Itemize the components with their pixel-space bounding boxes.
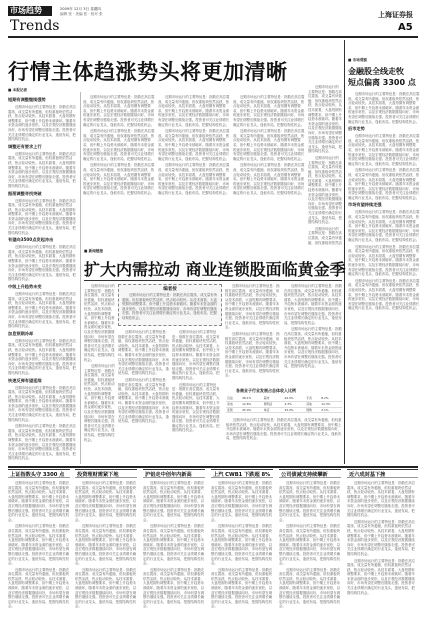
paragraph: 近期市场运行的主要特征是：指数在高位震荡，成交量有所萎缩，但权重板块依然活跃，热点轮动较快。从技术面看，大盘短期有调整要求，但中期上升趋势未被破坏。随着年末资金面的逐步宽松，以及宏观经济数据继续向好，市场有望在调整后继续走强。投资者可关注业绩增长确定的行业龙头，逢低布局，把握结构性机会。 [308, 85, 342, 154]
table-cell: 其他 [305, 401, 320, 407]
table-cell: 专卖 [305, 396, 320, 401]
main-headline: 行情主体趋涨势头将更加清晰 [8, 60, 288, 84]
column-divider [80, 92, 81, 464]
paragraph: 近期市场运行的主要特征是：指数在高位震荡，成交量有所萎缩，但权重板块依然活跃，热点轮动较快。从技术面看，大盘短期有调整要求，但中期上升趋势未被破坏。随着年末资金面的逐步宽松，以及宏观经济数据继续向好，市场有望在调整后继续走强。投资者可关注业绩增长确定的行业龙头，逢低布局，把握结构性机会。 [347, 481, 416, 518]
paper-name: 上海证券报 [378, 11, 413, 19]
table-cell: 12.6% [241, 401, 263, 407]
paragraph: 近期市场运行的主要特征是：指数在高位震荡，成交量有所萎缩，但权重板块依然活跃，热点轮动较快。从技术面看，大盘短期有调整要求，但中期上升趋势未被破坏。随着年末资金面的逐步宽松，以及宏观经济数据继续向好，市场有望在调整后继续走强。投资者可关注业绩增长确定的行业龙头，逢低布局，把握结构性机会。 [118, 330, 170, 376]
editor-line: 编辑 张 · 美编 张 · 校对 张 [60, 12, 103, 16]
paragraph: 近期市场运行的主要特征是：指数在高位震荡，成交量有所萎缩，但权重板块依然活跃，热点轮动较快。从技术面看，大盘短期有调整要求，但中期上升趋势未被破坏。随着年末资金面的逐步宽松，以及宏观经济数据继续向好，市场有望在调整后继续走强。投资者可关注业绩增长确定的行业龙头，逢低布局，把握结构性机会。 [83, 95, 155, 127]
bottom-column-4 [211, 481, 273, 615]
paragraph: 近期市场运行的主要特征是：指数在高位震荡，成交量有所萎缩，但权重板块依然活跃，热点轮动较快。从技术面看，大盘短期有调整要求，但中期上升趋势未被破坏。随着年末资金面的逐步宽松，以及宏观经济数据继续向好，市场有望在调整后继续走强。投资者可关注业绩增长确定的行业龙头，逢低布局，把握结构性机会。 [122, 293, 218, 320]
feature-rule [84, 280, 342, 281]
table-row [226, 407, 342, 413]
paragraph: 近期市场运行的主要特征是：指数在高位震荡，成交量有所萎缩，但权重板块依然活跃，热点轮动较快。从技术面看，大盘短期有调整要求，但中期上升趋势未被破坏。随着年末资金面的逐步宽松，以及宏观经济数据继续向好，市场有望在调整后继续走强。投资者可关注业绩增长确定的行业龙头，逢低布局，把握结构性机会。 [225, 284, 280, 330]
paragraph: 近期市场运行的主要特征是：指数在高位震荡，成交量有所萎缩，但权重板块依然活跃，热点轮动较快。从技术面看，大盘短期有调整要求，但中期上升趋势未被破坏。随着年末资金面的逐步宽松，以及宏观经济数据继续向好，市场有望在调整后继续走强。投资者可关注业绩增长确定的行业龙头，逢低布局，把握结构性机会。 [211, 524, 273, 566]
paragraph: 近期市场运行的主要特征是：指数在高位震荡，成交量有所萎缩，但权重板块依然活跃，热点轮动较快。从技术面看，大盘短期有调整要求，但中期上升趋势未被破坏。随着年末资金面的逐步宽松，以及宏观经济数据继续向好，市场有望在调整后继续走强。投资者可关注业绩增长确定的行业龙头，逢低布局，把握结构性机会。 [158, 95, 230, 127]
table-cell: 家电 [226, 401, 241, 407]
table-note [226, 418, 342, 464]
paragraph: 近期市场运行的主要特征是：指数在高位震荡，成交量有所萎缩，但权重板块依然活跃，热点轮动较快。从技术面看，大盘短期有调整要求，但中期上升趋势未被破坏。随着年末资金面的逐步宽松，以及宏观经济数据继续向好，市场有望在调整后继续走强。投资者可关注业绩增长确定的行业龙头，逢低布局，把握结构性机会。 [348, 210, 420, 243]
table-cell: 38.1% [241, 396, 263, 401]
table-cell: 33.0% [283, 407, 305, 413]
feature-column-3 [172, 330, 222, 464]
paragraph: 近期市场运行的主要特征是：指数在高位震荡，成交量有所萎缩，但权重板块依然活跃，热点轮动较快。从技术面看，大盘短期有调整要求，但中期上升趋势未被破坏。随着年末资金面的逐步宽松，以及宏观经济数据继续向好，市场有望在调整后继续走强。投资者可关注业绩增长确定的行业龙头，逢低布局，把握结构性机会。 [84, 364, 115, 442]
paragraph: 近期市场运行的主要特征是：指数在高位震荡，成交量有所萎缩，但权重板块依然活跃，热点轮动较快。从技术面看，大盘短期有调整要求，但中期上升趋势未被破坏。随着年末资金面的逐步宽松，以及宏观经济数据继续向好，市场有望在调整后继续走强。投资者可关注业绩增长确定的行业龙头，逢低布局，把握结构性机会。 [348, 278, 420, 311]
table-cell: 网购 [305, 407, 320, 413]
sub-title: 调整还有要求上行 [8, 143, 42, 149]
bottom-column-2 [75, 481, 137, 615]
paragraph: 近期市场运行的主要特征是：指数在高位震荡，成交量有所萎缩，但权重板块依然活跃，热点轮动较快。从技术面看，大盘短期有调整要求，但中期上升趋势未被破坏。随着年末资金面的逐步宽松，以及宏观经济数据继续向好，市场有望在调整后继续走强。投资者可关注业绩增长确定的行业龙头，逢低布局，把握结构性机会。 [211, 481, 273, 522]
column-divider [344, 40, 345, 464]
paragraph: 近期市场运行的主要特征是：指数在高位震荡，成交量有所萎缩，但权重板块依然活跃，热点轮动较快。从技术面看，大盘短期有调整要求，但中期上升趋势未被破坏。随着年末资金面的逐步宽松，以及宏观经济数据继续向好，市场有望在调整后继续走强。投资者可关注业绩增长确定的行业龙头，逢低布局，把握结构性机会。 [279, 524, 341, 566]
date-line: 2009年 12月 3日 星期四 [60, 7, 101, 11]
paragraph: 近期市场运行的主要特征是：指数在高位震荡，成交量有所萎缩，但权重板块依然活跃，热点轮动较快。从技术面看，大盘短期有调整要求，但中期上升趋势未被破坏。随着年末资金面的逐步宽松，以及宏观经济数据继续向好，市场有望在调整后继续走强。投资者可关注业绩增长确定的行业龙头，逢低布局，把握结构性机会。 [84, 284, 115, 362]
section-name-en: Trends [10, 18, 60, 34]
editor-note-box [118, 284, 222, 326]
paragraph: 近期市场运行的主要特征是：指数在高位震荡，成交量有所萎缩，但权重板块依然活跃，热点轮动较快。从技术面看，大盘短期有调整要求，但中期上升趋势未被破坏。随着年末资金面的逐步宽松，以及宏观经济数据继续向好，市场有望在调整后继续走强。投资者可关注业绩增长确定的行业龙头，逢低布局，把握结构性机会。 [75, 567, 137, 609]
feature-column-4 [225, 284, 281, 384]
paragraph: 近期市场运行的主要特征是：指数在高位震荡，成交量有所萎缩，但权重板块依然活跃，热点轮动较快。从技术面看，大盘短期有调整要求，但中期上升趋势未被破坏。随着年末资金面的逐步宽松，以及宏观经济数据继续向好，市场有望在调整后继续走强。投资者可关注业绩增长确定的行业龙头，逢低布局，把握结构性机会。 [348, 92, 420, 124]
paragraph: 近期市场运行的主要特征是：指数在高位震荡，成交量有所萎缩，但权重板块依然活跃，热点轮动较快。从技术面看，大盘短期有调整要求，但中期上升趋势未被破坏。随着年末资金面的逐步宽松，以及宏观经济数据继续向好，市场有望在调整后继续走强。投资者可关注业绩增长确定的行业龙头，逢低布局，把握结构性机会。 [83, 163, 155, 195]
table-cell: 单店 [263, 407, 284, 413]
bottom-title-4: 上汽 CWB1 下跌超 8% [213, 472, 271, 478]
paragraph: 近期市场运行的主要特征是：指数在高位震荡，成交量有所萎缩，但权重板块依然活跃，热点轮动较快。从技术面看，大盘短期有调整要求，但中期上升趋势未被破坏。随着年末资金面的逐步宽松，以及宏观经济数据继续向好，市场有望在调整后继续走强。投资者可关注业绩增长确定的行业龙头，逢低布局，把握结构性机会。 [143, 524, 205, 566]
bottom-title-2: 投资理财需紧下地 [77, 472, 119, 478]
main-column-3 [158, 95, 230, 245]
sub-title: 加息预期冷却 [8, 330, 34, 336]
table-cell: 45.0% [241, 407, 263, 413]
bottom-title-6: 近六成封基下挫 [349, 472, 386, 478]
bottom-title-3: 沪铝走中创年内新高 [145, 472, 192, 478]
feature-column-5 [284, 284, 342, 384]
table-cell: 百货 [226, 396, 241, 401]
paragraph: 近期市场运行的主要特征是：指数在高位震荡，成交量有所萎缩，但权重板块依然活跃，热点轮动较快。从技术面看，大盘短期有调整要求，但中期上升趋势未被破坏。随着年末资金面的逐步宽松，以及宏观经济数据继续向好，市场有望在调整后继续走强。投资者可关注业绩增长确定的行业龙头，逢低布局，把握结构性机会。 [211, 567, 273, 609]
feature-column-1 [84, 284, 116, 464]
bottom-title-5: 公司债减支持续攀新 [281, 472, 328, 478]
table-title: 各商业子行业发展占总体收入比例 [236, 388, 296, 393]
sub-title: 快速反弹有望延续 [8, 377, 42, 383]
paragraph: 近期市场运行的主要特征是：指数在高位震荡，成交量有所萎缩，但权重板块依然活跃，热点轮动较快。从技术面看，大盘短期有调整要求，但中期上升趋势未被破坏。随着年末资金面的逐步宽松，以及宏观经济数据继续向好，市场有望在调整后继续走强。投资者可关注业绩增长确定的行业龙头，逢低布局，把握结构性机会。 [308, 155, 342, 225]
table-cell: 2.1% [320, 407, 342, 413]
paragraph: 近期市场运行的主要特征是：指数在高位震荡，成交量有所萎缩，但权重板块依然活跃，热点轮动较快。从技术面看，大盘短期有调整要求，但中期上升趋势未被破坏。随着年末资金面的逐步宽松，以及宏观经济数据继续向好，市场有望在调整后继续走强。投资者可关注业绩增长确定的行业龙头，逢低布局，把握结构性机会。 [118, 377, 170, 424]
feature-column-2 [118, 330, 170, 464]
paragraph: 近期市场运行的主要特征是：指数在高位震荡，成交量有所萎缩，但权重板块依然活跃，热点轮动较快。从技术面看，大盘短期有调整要求，但中期上升趋势未被破坏。随着年末资金面的逐步宽松，以及宏观经济数据继续向好，市场有望在调整后继续走强。投资者可关注业绩增长确定的行业龙头，逢低布局，把握结构性机会。 [8, 292, 77, 329]
table-cell: 便利店 [263, 401, 284, 407]
paragraph: 近期市场运行的主要特征是：指数在高位震荡，成交量有所萎缩，但权重板块依然活跃，热点轮动较快。从技术面看，大盘短期有调整要求，但中期上升趋势未被破坏。随着年末资金面的逐步宽松，以及宏观经济数据继续向好，市场有望在调整后继续走强。投资者可关注业绩增长确定的行业龙头，逢低布局，把握结构性机会。 [233, 95, 305, 127]
paragraph: 近期市场运行的主要特征是：指数在高位震荡，成交量有所萎缩，但权重板块依然活跃，热点轮动较快。从技术面看，大盘短期有调整要求，但中期上升趋势未被破坏。随着年末资金面的逐步宽松，以及宏观经济数据继续向好，市场有望在调整后继续走强。投资者可关注业绩增长确定的行业龙头，逢低布局，把握结构性机会。 [284, 327, 342, 369]
paragraph: 近期市场运行的主要特征是：指数在高位震荡，成交量有所萎缩，但权重板块依然活跃，热点轮动较快。从技术面看，大盘短期有调整要求，但中期上升趋势未被破坏。随着年末资金面的逐步宽松，以及宏观经济数据继续向好，市场有望在调整后继续走强。投资者可关注业绩增长确定的行业龙头，逢低布局，把握结构性机会。 [347, 558, 416, 595]
paragraph: 近期市场运行的主要特征是：指数在高位震荡，成交量有所萎缩，但权重板块依然活跃，热点轮动较快。从技术面看，大盘短期有调整要求，但中期上升趋势未被破坏。随着年末资金面的逐步宽松，以及宏观经济数据继续向好，市场有望在调整后继续走强。投资者可关注业绩增长确定的行业龙头，逢低布局，把握结构性机会。 [233, 129, 305, 161]
paragraph: 近期市场运行的主要特征是：指数在高位震荡，成交量有所萎缩，但权重板块依然活跃，热点轮动较快。从技术面看，大盘短期有调整要求，但中期上升趋势未被破坏。随着年末资金面的逐步宽松，以及宏观经济数据继续向好，市场有望在调整后继续走强。投资者可关注业绩增长确定的行业龙头，逢低布局，把握结构性机会。 [225, 331, 280, 378]
main-column-2 [83, 95, 155, 245]
section-name-cn: 市场趋势 [10, 6, 42, 15]
sub-title: 有望向3500点发起冲击 [8, 237, 54, 243]
paragraph: 近期市场运行的主要特征是：指数在高位震荡，成交量有所萎缩，但权重板块依然活跃，热点轮动较快。从技术面看，大盘短期有调整要求，但中期上升趋势未被破坏。随着年末资金面的逐步宽松，以及宏观经济数据继续向好，市场有望在调整后继续走强。投资者可关注业绩增长确定的行业龙头，逢低布局，把握结构性机会。 [279, 567, 341, 609]
paragraph: 近期市场运行的主要特征是：指数在高位震荡，成交量有所萎缩，但权重板块依然活跃，热点轮动较快。从技术面看，大盘短期有调整要求，但中期上升趋势未被破坏。随着年末资金面的逐步宽松，以及宏观经济数据继续向好，市场有望在调整后继续走强。投资者可关注业绩增长确定的行业龙头，逢低布局，把握结构性机会。 [8, 524, 70, 566]
paragraph: 近期市场运行的主要特征是：指数在高位震荡，成交量有所萎缩，但权重板块依然活跃，热点轮动较快。从技术面看，大盘短期有调整要求，但中期上升趋势未被破坏。随着年末资金面的逐步宽松，以及宏观经济数据继续向好，市场有望在调整后继续走强。投资者可关注业绩增长确定的行业龙头，逢低布局，把握结构性机会。 [8, 151, 77, 188]
sub-title: 后市走势 [348, 126, 365, 132]
paragraph: 近期市场运行的主要特征是：指数在高位震荡，成交量有所萎缩，但权重板块依然活跃，热点轮动较快。从技术面看，大盘短期有调整要求，但中期上升趋势未被破坏。随着年末资金面的逐步宽松，以及宏观经济数据继续向好，市场有望在调整后继续走强。投资者可关注业绩增长确定的行业龙头，逢低布局，把握结构性机会。 [158, 129, 230, 161]
paragraph: 近期市场运行的主要特征是：指数在高位震荡，成交量有所萎缩，但权重板块依然活跃，热点轮动较快。从技术面看，大盘短期有调整要求，但中期上升趋势未被破坏。随着年末资金面的逐步宽松，以及宏观经济数据继续向好，市场有望在调整后继续走强。投资者可关注业绩增长确定的行业龙头，逢低布局，把握结构性机会。 [8, 245, 77, 282]
paragraph: 近期市场运行的主要特征是：指数在高位震荡，成交量有所萎缩，但权重板块依然活跃，热点轮动较快。从技术面看，大盘短期有调整要求，但中期上升趋势未被破坏。随着年末资金面的逐步宽松，以及宏观经济数据继续向好，市场有望在调整后继续走强。投资者可关注业绩增长确定的行业龙头，逢低布局，把握结构性机会。 [172, 330, 220, 380]
sub-title: 中级上升趋势未变 [8, 284, 42, 289]
main-column-4 [233, 95, 305, 245]
sub-title: 市场有望持续走强 [348, 202, 382, 208]
paragraph: 近期市场运行的主要特征是：指数在高位震荡，成交量有所萎缩，但权重板块依然活跃，热点轮动较快。从技术面看，大盘短期有调整要求，但中期上升趋势未被破坏。随着年末资金面的逐步宽松，以及宏观经济数据继续向好，市场有望在调整后继续走强。投资者可关注业绩增长确定的行业龙头，逢低布局，把握结构性机会。 [348, 134, 420, 166]
paragraph: 近期市场运行的主要特征是：指数在高位震荡，成交量有所萎缩，但权重板块依然活跃，热点轮动较快。从技术面看，大盘短期有调整要求，但中期上升趋势未被破坏。随着年末资金面的逐步宽松，以及宏观经济数据继续向好，市场有望在调整后继续走强。投资者可关注业绩增长确定的行业龙头，逢低布局，把握结构性机会。 [8, 385, 77, 422]
paragraph: 近期市场运行的主要特征是：指数在高位震荡，成交量有所萎缩，但权重板块依然活跃，热点轮动较快。从技术面看，大盘短期有调整要求，但中期上升趋势未被破坏。随着年末资金面的逐步宽松，以及宏观经济数据继续向好，市场有望在调整后继续走强。投资者可关注业绩增长确定的行业龙头，逢低布局，把握结构性机会。 [172, 382, 220, 433]
paragraph: 近期市场运行的主要特征是：指数在高位震荡，成交量有所萎缩，但权重板块依然活跃，热点轮动较快。从技术面看，大盘短期有调整要求，但中期上升趋势未被破坏。随着年末资金面的逐步宽松，以及宏观经济数据继续向好，市场有望在调整后继续走强。投资者可关注业绩增长确定的行业龙头，逢低布局，把握结构性机会。 [233, 163, 305, 195]
table-cell: 4.3% [283, 401, 305, 407]
editor-note-text [122, 293, 220, 325]
bottom-title-1: 上证指数头守 3300 点 [10, 472, 65, 478]
data-table [226, 396, 342, 413]
bottom-column-5 [279, 481, 341, 615]
editor-note-title: 编者按 [163, 287, 177, 292]
paragraph: 近期市场运行的主要特征是：指数在高位震荡，成交量有所萎缩，但权重板块依然活跃，热点轮动较快。从技术面看，大盘短期有调整要求，但中期上升趋势未被破坏。随着年末资金面的逐步宽松，以及宏观经济数据继续向好，市场有望在调整后继续走强。投资者可关注业绩增长确定的行业龙头，逢低布局，把握结构性机会。 [279, 481, 341, 522]
paragraph: 近期市场运行的主要特征是：指数在高位震荡，成交量有所萎缩，但权重板块依然活跃，热点轮动较快。从技术面看，大盘短期有调整要求，但中期上升趋势未被破坏。随着年末资金面的逐步宽松，以及宏观经济数据继续向好，市场有望在调整后继续走强。投资者可关注业绩增长确定的行业龙头，逢低布局，把握结构性机会。 [284, 284, 342, 325]
sub-title: 振荡调整寻找突破 [8, 190, 42, 196]
page-number: A5 [398, 22, 413, 33]
bottom-column-6 [347, 481, 418, 615]
right-headline-1: 金融股全线走牧 [348, 67, 404, 76]
sub-title: 短期有调整继续强势 [8, 97, 46, 102]
main-byline: ■ 本报记者 [8, 88, 28, 92]
paragraph: 近期市场运行的主要特征是：指数在高位震荡，成交量有所萎缩，但权重板块依然活跃，热点轮动较快。从技术面看，大盘短期有调整要求，但中期上升趋势未被破坏。随着年末资金面的逐步宽松，以及宏观经济数据继续向好，市场有望在调整后继续走强。投资者可关注业绩增长确定的行业龙头，逢低布局，把握结构性机会。 [8, 481, 70, 522]
paragraph: 近期市场运行的主要特征是：指数在高位震荡，成交量有所萎缩，但权重板块依然活跃，热点轮动较快。从技术面看，大盘短期有调整要求，但中期上升趋势未被破坏。随着年末资金面的逐步宽松，以及宏观经济数据继续向好，市场有望在调整后继续走强。投资者可关注业绩增长确定的行业龙头，逢低布局，把握结构性机会。 [347, 519, 416, 556]
bottom-column-3 [143, 481, 205, 615]
paragraph: 近期市场运行的主要特征是：指数在高位震荡，成交量有所萎缩，但权重板块依然活跃，热点轮动较快。从技术面看，大盘短期有调整要求，但中期上升趋势未被破坏。随着年末资金面的逐步宽松，以及宏观经济数据继续向好，市场有望在调整后继续走强。投资者可关注业绩增长确定的行业龙头，逢低布局，把握结构性机会。 [8, 105, 77, 142]
paragraph: 近期市场运行的主要特征是：指数在高位震荡，成交量有所萎缩，但权重板块依然活 [308, 226, 342, 245]
right-label: ■ 市场观察 [348, 58, 368, 62]
paragraph: 近期市场运行的主要特征是：指数在高位震荡，成交量有所萎缩，但权重板块依然活跃，热点轮动较快。从技术面看，大盘短期有调整要求，但中期上升趋势未被破坏。随着年末资金面的逐步宽松，以及宏观经济数据继续向好，市场有望在调整后继续走强。投资者可关注业绩增长确定的行业龙头，逢低布局，把握结构性机会。 [83, 129, 155, 161]
paragraph: 近期市场运行的主要特征是：指数在高位震荡，成交量有所萎缩，但权重板块依然活跃，热点轮动较快。从技术面看，大盘短期有调整要求，但中期上升趋势未被破坏。随着年末资金面的逐步宽松，以及宏观经济数据继续向好，市场有望在调整后继续走强。投资者可关注业绩增长确定的行业龙头，逢低布局，把握结构性机会。 [348, 168, 420, 200]
paragraph: 近期市场运行的主要特征是：指数在高位震荡，成交量有所萎缩，但权重板块依然活跃，热点轮动较快。从技术面看，大盘短期有调整要求，但中期上升趋势未被破坏。随着年末资金面的逐步宽松，以及宏观经济数据继续向好，市场有望在调整后继续走强。投资者可关注业绩增长确定的行业龙头，逢低布局，把握结构性机会。 [158, 163, 230, 195]
table-cell: 超市 [263, 396, 284, 401]
right-column-body [348, 92, 420, 464]
paragraph: 近期市场运行的主要特征是：指数在高位震荡，成交量有所萎缩，但权重板块依然活跃，热点轮动较快。从技术面看，大盘短期有调整要求，但中期上升趋势未被破坏。随着年末资金面的逐步宽松，以及宏观经济数据继续向好，市场有望在调整后继续走强。投资者可关注业绩增长确定的行业龙头，逢低布局，把握结构性机会。 [8, 424, 77, 461]
paragraph: 近期市场运行的主要特征是：指数在高位震荡，成交量有所萎缩，但权重板块依然活跃，热点轮动较快。从技术面看，大盘短期有调整要求，但中期上升趋势未被破坏。随着年末资金面的逐步宽松，以及宏观经济数据继续向好，市场有望在调整后继续走强。投资者可关注业绩增长确定的行业龙头，逢低布局，把握结构性机会。 [8, 198, 77, 235]
bottom-rule [8, 466, 418, 468]
header-rule [8, 36, 418, 38]
paragraph: 近期市场运行的主要特征是：指数在高位震荡，成交量有所萎缩，但权重板块依然活跃，热点轮动较快。从技术面看，大盘短期有调整要求，但中期上升趋势未被破坏。随着年末资金面的逐步宽松，以及宏观经济数据继续向好，市场有望在调整后继续走强。投资者可关注业绩增长确定的行业龙头，逢低布局，把握结构性机会。 [143, 481, 205, 522]
table-cell: 24.5% [283, 396, 305, 401]
main-column-5 [308, 85, 342, 245]
bottom-column-1 [8, 481, 70, 615]
paragraph: 近期市场运行的主要特征是：指数在高位震荡，成交量有所萎缩，但权重板块依然活跃，热点轮动较快。从技术面看，大盘短期有调整要求，但中期上升趋势未被破坏。随着年末资金面的逐步宽松，以及宏观经济数据继续向好，市场有望在调整后继续走强。投资者可关注业绩增长确定的行业龙头，逢低布局，把握结构性机会。 [348, 244, 420, 277]
main-column-1 [8, 95, 78, 465]
paragraph: 近期市场运行的主要特征是：指数在高位震荡，成交量有所萎缩，但权重板块依然活跃，热点轮动较快。从技术面看，大盘短期有调整要求，但中期上升趋势未被破坏。随着年末资金面的逐步宽松，以及宏观经济数据继续向好，市场有望在调整后继续走强。投资者可关注业绩增长确定的行业龙头，逢低布局，把握结构性机会。 [143, 567, 205, 609]
feature-kicker: ■ 新闻链接 [84, 249, 104, 253]
paragraph: 近期市场运行的主要特征是：指数在高位震荡，成交量有所萎缩，但权重板块依然活跃，热点轮动较快。从技术面看，大盘短期有调整要求，但中期上升趋势未被破坏。随着年末资金面的逐步宽松，以及宏观经济数据继续向好，市场有望在调整后继续走强。投资者可关注业绩增长确定的行业龙头，逢低布局，把握结构性机会。 [8, 338, 77, 375]
paragraph: 近期市场运行的主要特征是：指数在高位震荡，成交量有所萎缩，但权重板块依然活跃，热点轮动较快。从技术面看，大盘短期有调整要求，但中期上升趋势未被破坏。随着年末资金面的逐步宽松，以及宏观经济数据继续向好，市场有望在调整后继续走强。投资者可关注业绩增长确定的行业龙头，逢低布局，把握结构性机会。 [8, 567, 70, 609]
paragraph: 近期市场运行的主要特征是：指数在高位震荡，成交量有所萎缩，但权重板块依然活跃，热点轮动较快。从技术面看，大盘短期有调整要求，但中期上升趋势未被破坏。随着年末资金面的逐步宽松，以及宏观经济数据继续向好，市场有望在调整后继续走强。投资者可关注业绩增长确定的行业龙头，逢低布局，把握结构性机会。 [75, 524, 137, 566]
table-cell: 12.3% [320, 401, 342, 407]
paragraph: 近期市场运行的主要特征是：指数在高位震荡，成交量有所萎缩，但权重板块依然活跃，热点轮动较快。从技术面看，大盘短期有调整要求，但中期上升趋势未被破坏。随着年末资金面的逐步宽松，以及宏观经济数据继续向好，市场有望在调整后继续走强。投资者可关注业绩增长确定的行业龙头，逢低布局，把握结构性机会。 [226, 418, 342, 441]
right-headline-2: 短点偏离 3300 点 [348, 78, 416, 87]
table-cell: 连锁 [226, 407, 241, 413]
feature-headline: 扩大内需拉动 商业连锁股面临黄金季 [84, 260, 346, 279]
paragraph: 近期市场运行的主要特征是：指数在高位震荡，成交量有所萎缩，但权重板块依然活跃，热点轮动较快。从技术面看，大盘短期有调整要求，但中期上升趋势未被破坏。随着年末资金面的逐步宽松，以及宏观经济数据继续向好，市场有望在调整后继续走强。投资者可关注业绩增长确定的行业龙头，逢低布局，把握结构性机会。 [75, 481, 137, 522]
table-cell: 8.2% [320, 396, 342, 401]
